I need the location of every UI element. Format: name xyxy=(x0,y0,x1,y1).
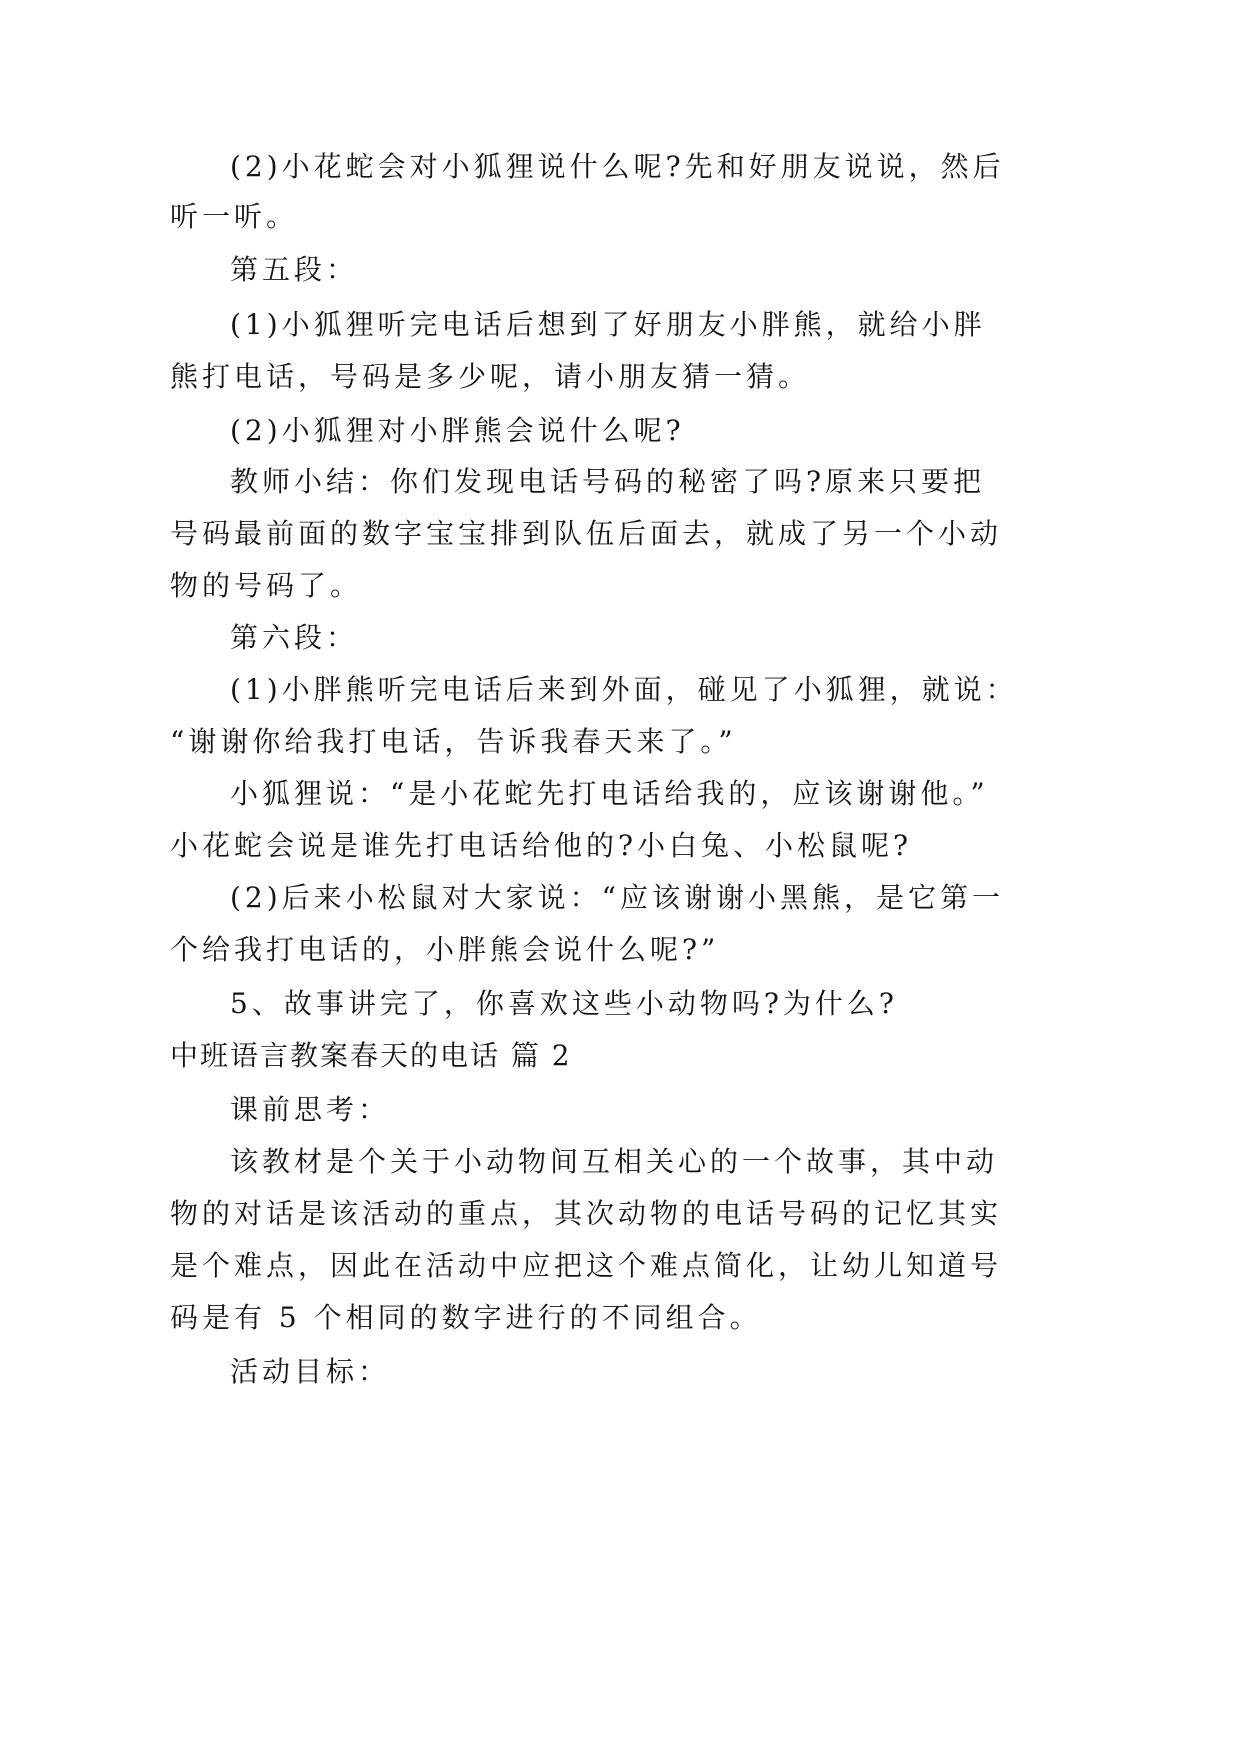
paragraph-line: 熊打电话，号码是多少呢，请小朋友猜一猜。 xyxy=(170,360,811,393)
section-label: 第五段： xyxy=(230,253,359,286)
paragraph-line: 该教材是个关于小动物间互相关心的一个故事，其中动 xyxy=(230,1145,999,1178)
paragraph-line: 物的号码了。 xyxy=(170,569,363,602)
section-label: 活动目标： xyxy=(230,1355,391,1388)
paragraph-line: 教师小结：你们发现电话号码的秘密了吗?原来只要把 xyxy=(230,465,986,498)
paragraph-line: (2)小花蛇会对小狐狸说什么呢?先和好朋友说说，然后 xyxy=(230,150,1005,183)
paragraph-line: (1)小狐狸听完电话后想到了好朋友小胖熊，就给小胖 xyxy=(230,308,986,341)
paragraph-line: 是个难点，因此在活动中应把这个难点简化，让幼儿知道号 xyxy=(170,1249,1003,1282)
paragraph-line: (1)小胖熊听完电话后来到外面，碰见了小狐狸，就说： xyxy=(230,673,1018,706)
paragraph-line: 物的对话是该活动的重点，其次动物的电话号码的记忆其实 xyxy=(170,1197,1003,1230)
paragraph-line: 听一听。 xyxy=(170,200,299,233)
paragraph-line: (2)小狐狸对小胖熊会说什么呢? xyxy=(230,414,685,447)
section-heading: 中班语言教案春天的电话 篇 2 xyxy=(170,1039,572,1072)
paragraph-line: 5、故事讲完了，你喜欢这些小动物吗?为什么? xyxy=(230,987,898,1020)
paragraph-line: 个给我打电话的，小胖熊会说什么呢?” xyxy=(170,933,720,966)
section-label: 第六段： xyxy=(230,621,359,654)
paragraph-line: (2)后来小松鼠对大家说：“应该谢谢小黑熊，是它第一 xyxy=(230,881,1004,914)
paragraph-line: 小狐狸说：“是小花蛇先打电话给我的，应该谢谢他。” xyxy=(230,777,989,810)
paragraph-line: 小花蛇会说是谁先打电话给他的?小白兔、小松鼠呢? xyxy=(170,829,913,862)
paragraph-line: 号码最前面的数字宝宝排到队伍后面去，就成了另一个小动 xyxy=(170,517,1003,550)
paragraph-line: 码是有 5 个相同的数字进行的不同组合。 xyxy=(170,1301,762,1334)
paragraph-line: “谢谢你给我打电话，告诉我春天来了。” xyxy=(170,725,737,758)
section-label: 课前思考： xyxy=(230,1093,391,1126)
